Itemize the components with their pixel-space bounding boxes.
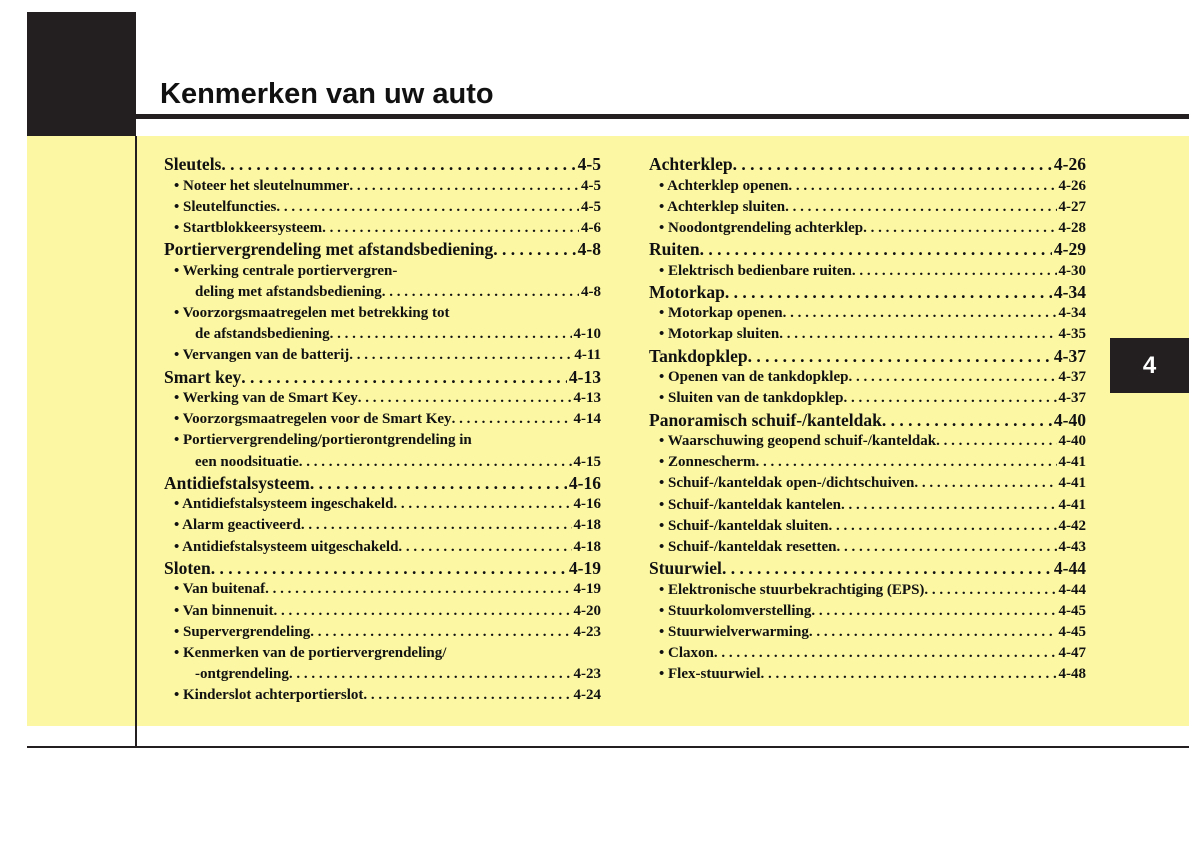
bottom-rule <box>27 746 1189 748</box>
toc-entry-title: • Van buitenaf <box>174 581 266 598</box>
toc-page-number: 4-35 <box>1058 326 1086 343</box>
toc-section-entry[interactable] <box>649 410 1086 432</box>
toc-dot-leader <box>358 388 572 409</box>
toc-entry-title: • Elektrisch bedienbare ruiten <box>659 262 852 279</box>
toc-subentry[interactable] <box>649 516 1086 537</box>
toc-dot-leader <box>363 685 571 706</box>
toc-page-number: 4-13 <box>573 390 601 406</box>
toc-page-number: 4-28 <box>1058 219 1086 236</box>
toc-page-number: 4-11 <box>574 347 601 364</box>
toc-dot-leader <box>330 324 572 345</box>
toc-entry-title: • Stuurkolomverstelling <box>659 602 812 619</box>
toc-page-number: 4-24 <box>573 687 601 704</box>
toc-dot-leader <box>349 345 572 366</box>
toc-dot-leader <box>221 154 575 176</box>
toc-entry-title: • Sleutelfuncties <box>174 198 277 215</box>
toc-subentry[interactable] <box>649 303 1086 324</box>
toc-dot-leader <box>733 154 1052 176</box>
toc-dot-leader <box>382 282 579 303</box>
toc-page-number: 4-18 <box>573 538 601 555</box>
toc-section-entry[interactable] <box>649 239 1086 261</box>
toc-page-number: 4-34 <box>1058 305 1086 322</box>
toc-dot-leader <box>265 579 571 600</box>
toc-entry-title: • Zonnescherm <box>659 454 756 471</box>
toc-left-column <box>164 154 601 706</box>
toc-dot-leader <box>301 515 572 536</box>
toc-dot-leader <box>393 494 571 515</box>
toc-entry-title: • Openen van de tankdopklep <box>659 369 849 386</box>
toc-dot-leader <box>700 239 1052 261</box>
toc-subentry[interactable] <box>649 495 1086 516</box>
toc-section-entry[interactable] <box>164 558 601 580</box>
toc-dot-leader <box>398 537 571 558</box>
toc-entry-title: Sloten <box>164 557 211 578</box>
toc-dot-leader <box>779 324 1056 345</box>
toc-subentry[interactable] <box>164 452 601 473</box>
toc-dot-leader <box>299 452 572 473</box>
toc-subentry[interactable] <box>649 197 1086 218</box>
toc-entry-title: • Antidiefstalsysteem ingeschakeld <box>174 496 394 513</box>
toc-page-number: 4-44 <box>1053 558 1086 579</box>
toc-entry-title: • Schuif-/kanteldak resetten <box>659 538 837 555</box>
toc-dot-leader <box>811 601 1056 622</box>
toc-subentry[interactable] <box>164 494 601 515</box>
toc-page-number: 4-5 <box>577 154 601 174</box>
toc-entry-title: • Stuurwielverwarming <box>659 624 809 640</box>
toc-entry-title: • Waarschuwing geopend schuif-/kanteldak <box>659 433 937 449</box>
header-black-block <box>27 12 136 136</box>
toc-section-entry[interactable] <box>649 282 1086 304</box>
toc-dot-leader <box>289 664 572 685</box>
toc-page-number: 4-5 <box>581 198 601 215</box>
toc-dot-leader <box>322 218 579 239</box>
toc-page-number: 4-40 <box>1058 433 1086 449</box>
toc-dot-leader <box>914 473 1056 494</box>
toc-dot-leader <box>241 367 567 389</box>
toc-entry-title: • Achterklep openen <box>659 177 789 194</box>
toc-page-number: 4-42 <box>1058 517 1086 534</box>
toc-dot-leader <box>841 495 1057 516</box>
toc-subentry[interactable] <box>649 324 1086 345</box>
toc-subentry-line: • Portiervergrendeling/portierontgrendeling in <box>174 432 472 449</box>
toc-section-entry[interactable] <box>164 367 601 389</box>
toc-entry-title: deling met afstandsbediening <box>195 283 382 300</box>
toc-entry-title: • Sluiten van de tankdopklep <box>659 390 844 407</box>
toc-page-number: 4-26 <box>1053 154 1086 174</box>
toc-entry-title: • Schuif-/kanteldak kantelen <box>659 496 841 513</box>
toc-section-entry[interactable] <box>164 239 601 261</box>
toc-page-number: 4-37 <box>1053 345 1086 366</box>
toc-dot-leader <box>310 473 567 495</box>
toc-entry-title: • Startblokkeersysteem <box>174 219 323 236</box>
toc-dot-leader <box>452 409 572 430</box>
toc-entry-title: • Elektronische stuurbekrachtiging (EPS) <box>659 581 925 598</box>
chapter-tab[interactable]: 4 <box>1110 338 1189 393</box>
toc-page-number: 4-23 <box>573 623 601 640</box>
toc-dot-leader <box>493 239 575 261</box>
toc-subentry-line: • Kenmerken van de portiervergrendeling/ <box>174 644 447 661</box>
toc-entry-title: • Claxon <box>659 645 714 662</box>
toc-dot-leader <box>748 346 1052 368</box>
toc-page-number: 4-37 <box>1058 369 1086 386</box>
page-title: Kenmerken van uw auto <box>160 78 494 110</box>
toc-page-number: 4-16 <box>573 496 601 513</box>
toc-entry-title: • Alarm geactiveerd <box>174 517 301 534</box>
toc-subentry[interactable] <box>649 601 1086 622</box>
toc-subentry-line: • Werking centrale portiervergren- <box>174 262 398 279</box>
toc-dot-leader <box>828 516 1056 537</box>
toc-dot-leader <box>273 601 571 622</box>
toc-subentry[interactable] <box>164 515 601 536</box>
toc-dot-leader <box>936 431 1056 452</box>
toc-page-number: 4-18 <box>573 517 601 534</box>
title-rule <box>136 114 1189 119</box>
toc-dot-leader <box>788 176 1056 197</box>
toc-page-number: 4-15 <box>573 453 601 470</box>
toc-section-entry[interactable] <box>164 154 601 176</box>
toc-page-number: 4-30 <box>1058 262 1086 279</box>
toc-entry-title: -ontgrendeling <box>195 666 289 683</box>
toc-subentry[interactable] <box>164 324 601 345</box>
toc-dot-leader <box>211 558 567 580</box>
toc-subentry[interactable] <box>649 643 1086 664</box>
toc-entry-title: Portiervergrendeling met afstandsbediening <box>164 239 494 260</box>
toc-page-number: 4-8 <box>581 283 601 300</box>
toc-dot-leader <box>760 664 1056 685</box>
toc-dot-leader <box>882 410 1052 432</box>
toc-entry-title: • Werking van de Smart Key <box>174 390 358 406</box>
toc-subentry[interactable] <box>164 388 601 409</box>
toc-page-number: 4-41 <box>1058 475 1086 492</box>
toc-subentry[interactable] <box>164 345 601 366</box>
toc-page-number: 4-19 <box>568 557 601 578</box>
toc-page-number: 4-40 <box>1053 409 1086 430</box>
toc-page-number: 4-47 <box>1058 645 1086 662</box>
toc-page-number: 4-48 <box>1058 666 1086 683</box>
toc-page-number: 4-5 <box>581 177 601 194</box>
toc-entry-title: • Motorkap sluiten <box>659 326 780 343</box>
toc-entry-title: • Supervergrendeling <box>174 623 311 640</box>
toc-dot-leader <box>722 558 1052 580</box>
toc-entry-title: • Vervangen van de batterij <box>174 347 350 364</box>
toc-entry-title: Motorkap <box>649 281 725 302</box>
toc-dot-leader <box>852 261 1057 282</box>
toc-dot-leader <box>785 197 1056 218</box>
toc-page-number: 4-10 <box>573 326 601 343</box>
toc-subentry[interactable] <box>164 218 601 239</box>
toc-entry-title: Tankdopklep <box>649 345 748 366</box>
toc-dot-leader <box>809 622 1057 643</box>
toc-subentry[interactable] <box>649 580 1086 601</box>
toc-entry-title: Achterklep <box>649 154 733 174</box>
toc-entry-title: • Kinderslot achterportierslot <box>174 687 364 704</box>
toc-dot-leader <box>349 176 579 197</box>
toc-entry-title: • Noteer het sleutelnummer <box>174 177 350 194</box>
toc-page-number: 4-14 <box>573 411 601 428</box>
toc-section-entry[interactable] <box>649 346 1086 368</box>
toc-page-number: 4-8 <box>577 239 601 260</box>
toc-page-number: 4-13 <box>568 366 601 387</box>
toc-subentry[interactable] <box>649 367 1086 388</box>
toc-subentry[interactable] <box>649 664 1086 685</box>
toc-subentry[interactable] <box>649 431 1086 452</box>
toc-entry-title: de afstandsbediening <box>195 326 330 343</box>
toc-page-number: 4-16 <box>568 472 601 493</box>
toc-subentry[interactable] <box>164 197 601 218</box>
toc-section-entry[interactable] <box>164 473 601 495</box>
toc-section-entry[interactable] <box>649 154 1086 176</box>
toc-page-number: 4-34 <box>1053 281 1086 302</box>
toc-page-number: 4-29 <box>1053 239 1086 260</box>
toc-entry-title: • Voorzorgsmaatregelen voor de Smart Key <box>174 411 452 428</box>
toc-page-number: 4-44 <box>1058 581 1086 598</box>
toc-page-number: 4-43 <box>1058 538 1086 555</box>
toc-page-number: 4-23 <box>573 666 601 683</box>
toc-subentry[interactable] <box>164 176 601 197</box>
toc-page-number: 4-27 <box>1058 198 1086 215</box>
toc-subentry[interactable] <box>649 622 1086 643</box>
toc-page-number: 4-41 <box>1058 454 1086 471</box>
toc-dot-leader <box>843 388 1056 409</box>
toc-subentry[interactable] <box>649 218 1086 239</box>
toc-entry-title: • Antidiefstalsysteem uitgeschakeld <box>174 538 399 555</box>
toc-entry-title: • Motorkap openen <box>659 305 783 322</box>
toc-entry-title: • Noodontgrendeling achterklep <box>659 219 864 236</box>
toc-page-number: 4-37 <box>1058 390 1086 407</box>
toc-subentry[interactable] <box>649 388 1086 409</box>
toc-dot-leader <box>848 367 1056 388</box>
toc-entry-title: Panoramisch schuif-/kanteldak <box>649 409 882 430</box>
toc-entry-title: Stuurwiel <box>649 558 722 579</box>
toc-subentry[interactable] <box>649 261 1086 282</box>
toc-subentry[interactable] <box>164 537 601 558</box>
toc-subentry[interactable] <box>649 473 1086 494</box>
toc-dot-leader <box>863 218 1056 239</box>
toc-dot-leader <box>783 303 1057 324</box>
toc-subentry[interactable] <box>649 537 1086 558</box>
toc-page-number: 4-20 <box>573 602 601 619</box>
toc-subentry[interactable] <box>164 409 601 430</box>
toc-subentry[interactable] <box>164 579 601 600</box>
toc-page-number: 4-26 <box>1058 177 1086 194</box>
toc-entry-title: Antidiefstalsysteem <box>164 472 310 493</box>
toc-entry-title: Sleutels <box>164 154 222 174</box>
toc-dot-leader <box>276 197 579 218</box>
toc-page-number: 4-45 <box>1058 602 1086 619</box>
toc-dot-leader <box>714 643 1057 664</box>
toc-entry-title: • Schuif-/kanteldak sluiten <box>659 517 829 534</box>
toc-subentry[interactable] <box>649 452 1086 473</box>
toc-dot-leader <box>756 452 1057 473</box>
toc-page-number: 4-45 <box>1058 624 1086 640</box>
toc-dot-leader <box>310 622 571 643</box>
toc-subentry[interactable] <box>164 664 601 685</box>
toc-entry-title: • Flex-stuurwiel <box>659 666 761 683</box>
toc-dot-leader <box>725 282 1052 304</box>
toc-entry-title: Ruiten <box>649 239 700 260</box>
toc-right-column <box>649 154 1086 686</box>
toc-dot-leader <box>924 580 1056 601</box>
toc-page-number: 4-41 <box>1058 496 1086 513</box>
toc-entry-title: een noodsituatie <box>195 453 299 470</box>
toc-section-entry[interactable] <box>649 558 1086 580</box>
toc-subentry[interactable] <box>164 622 601 643</box>
toc-entry-title: • Schuif-/kanteldak open-/dichtschuiven <box>659 475 915 492</box>
toc-subentry[interactable] <box>164 601 601 622</box>
toc-entry-title: • Achterklep sluiten <box>659 198 786 215</box>
margin-rule <box>135 136 137 747</box>
toc-entry-title: • Van binnenuit <box>174 602 274 619</box>
toc-subentry[interactable] <box>164 685 601 706</box>
toc-subentry[interactable] <box>649 176 1086 197</box>
toc-subentry-line: • Voorzorgsmaatregelen met betrekking tot <box>174 304 450 321</box>
toc-entry-title: Smart key <box>164 366 242 387</box>
toc-page-number: 4-19 <box>573 581 601 598</box>
toc-subentry[interactable] <box>164 282 601 303</box>
toc-page-number: 4-6 <box>581 219 601 236</box>
toc-dot-leader <box>836 537 1056 558</box>
